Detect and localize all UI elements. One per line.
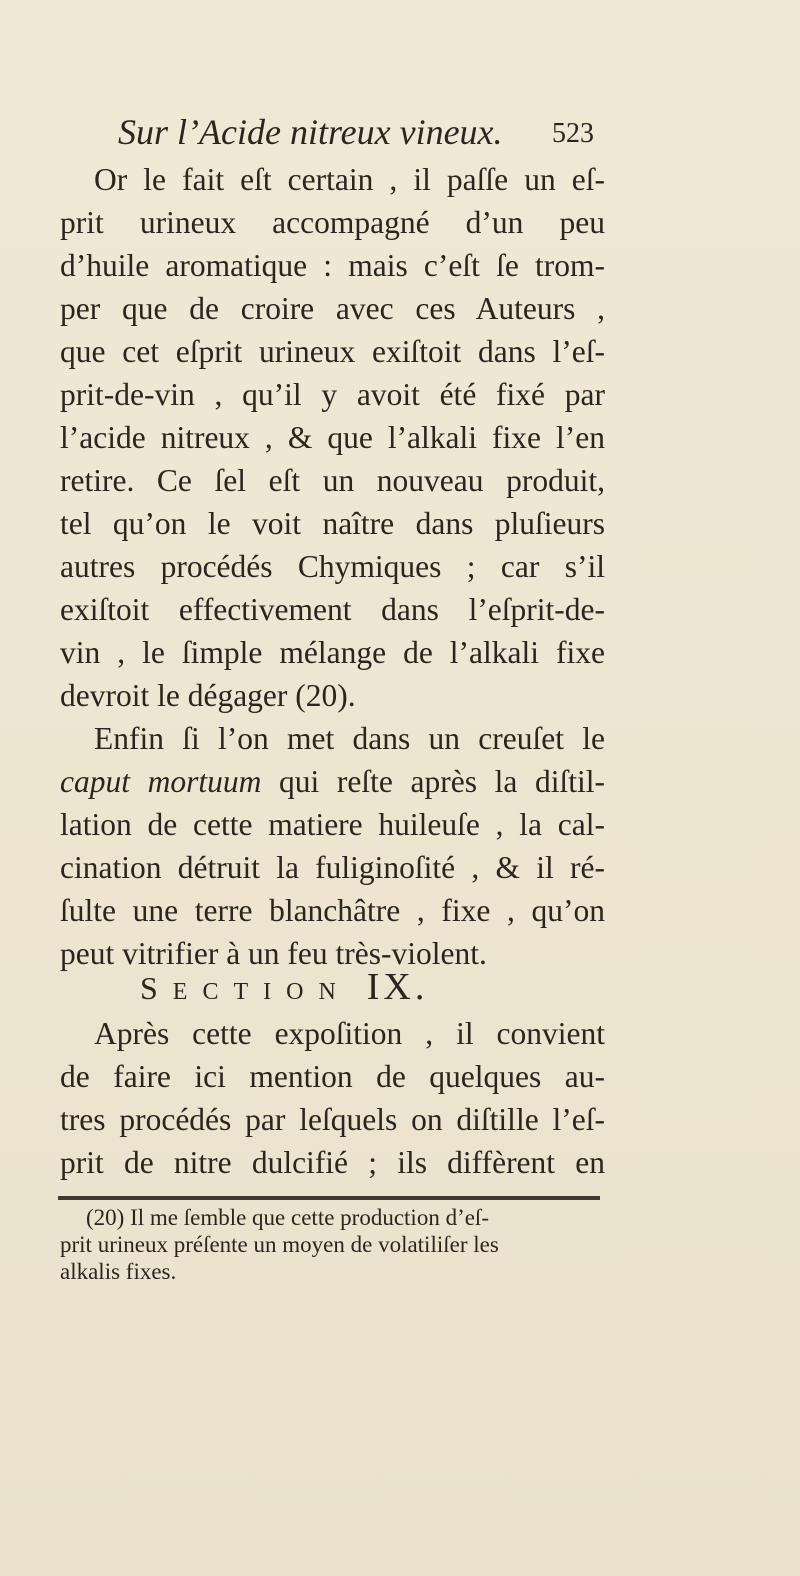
section-heading — [140, 965, 428, 1014]
text-line: d’huile aromatique : mais c’eſt ſe trom- — [60, 248, 605, 283]
footnote-line: (20) Il me ſemble que cette production d’eſ- — [86, 1205, 489, 1230]
section-word-rest: ECTION — [172, 979, 351, 1005]
text-line: l’acide nitreux , & que l’alkali fixe l’en — [60, 420, 605, 455]
section-first-letter: S — [140, 970, 173, 1006]
text-line: Or le fait eſt certain , il paſſe un eſ- — [94, 162, 605, 197]
text-line: cination détruit la fuliginoſité , & il ré- — [60, 850, 605, 885]
text-line: devroit le dégager (20). — [60, 678, 356, 713]
text-line: que cet eſprit urineux exiſtoit dans l’eſ- — [60, 334, 605, 369]
text-line: exiſtoit effectivement dans l’eſprit-de- — [60, 592, 605, 627]
text-fragment: qui reſte après la diſtil- — [261, 764, 605, 799]
text-line: prit de nitre dulcifié ; ils diffèrent en — [60, 1145, 605, 1180]
running-title: Sur l’Acide nitreux vineux. — [118, 112, 503, 152]
text-line: per que de croire avec ces Auteurs , — [60, 291, 605, 326]
paragraph-1 — [60, 158, 605, 975]
paragraph-3 — [60, 1012, 605, 1184]
italic-phrase: caput mortuum — [60, 764, 262, 799]
text-line: lation de cette matiere huileuſe , la cal- — [60, 807, 605, 842]
text-line: Après cette expoſition , il convient — [94, 1016, 605, 1051]
text-line: retire. Ce ſel eſt un nouveau produit, — [60, 463, 605, 498]
text-line: Enfin ſi l’on met dans un creuſet le — [94, 721, 605, 756]
footnote-rule — [58, 1196, 600, 1200]
footnote-line: alkalis fixes. — [60, 1259, 177, 1284]
text-line: autres procédés Chymiques ; car s’il — [60, 549, 605, 584]
text-line: tel qu’on le voit naître dans pluſieurs — [60, 506, 605, 541]
text-line: vin , le ſimple mélange de l’alkali fixe — [60, 635, 605, 670]
text-line — [60, 760, 605, 803]
text-line: tres procédés par leſquels on diſtille l’eſ- — [60, 1102, 605, 1137]
footnote-line: prit urineux préſente un moyen de volatiliſer les — [60, 1232, 499, 1257]
text-line: peut vitrifier à un feu très-violent. — [60, 936, 487, 971]
footnote — [60, 1204, 600, 1285]
section-numeral: IX. — [366, 966, 429, 1008]
text-line: de faire ici mention de quelques au- — [60, 1059, 605, 1094]
text-line: prit-de-vin , qu’il y avoit été fixé par — [60, 377, 605, 412]
text-line: ſulte une terre blanchâtre , fixe , qu’on — [60, 893, 605, 928]
text-line: prit urineux accompagné d’un peu — [60, 205, 605, 240]
page-number: 523 — [552, 118, 594, 149]
